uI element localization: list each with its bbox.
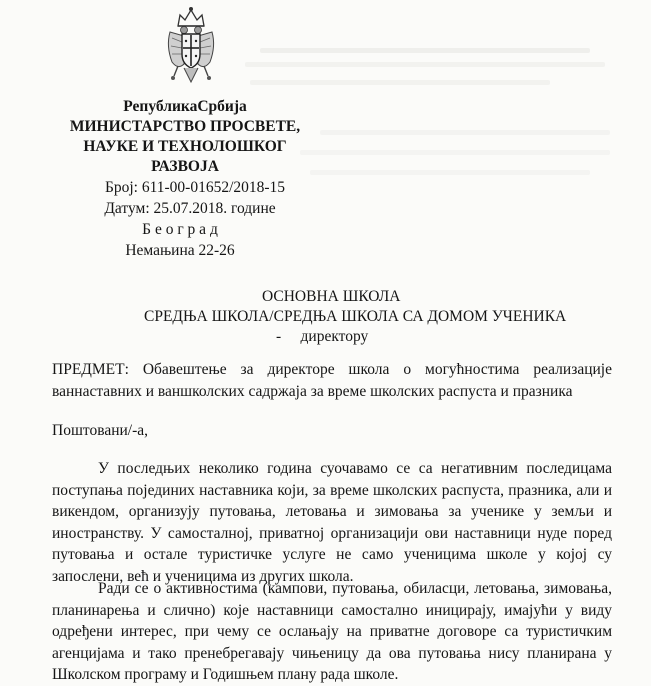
document-number: Број: 611-00-01652/2018-15 [104, 179, 286, 196]
recipient-line: СРЕДЊА ШКОЛА/СРЕДЊА ШКОЛА СА ДОМОМ УЧЕНИКА [144, 308, 567, 325]
document-date: Датум: 25.07.2018. године [104, 200, 276, 217]
country-name: РепубликаСрбија [123, 98, 247, 115]
address: Немањина 22-26 [125, 242, 235, 259]
bleed-through [245, 62, 605, 67]
salutation: Поштовани/-а, [52, 422, 149, 439]
coat-of-arms-icon [164, 6, 218, 88]
recipient-line: - директору [276, 328, 369, 345]
body-paragraph: Ради се о активностима (кампови, путовања, обиласци, летовања, зимовања, планинарења и слично) које наставници самостално иницирају, имајући у виду одређени интерес, при чему се ослањају на приватне договоре са туристичким агенцијама и тако пренебрегавају чињеницу да ова путовања нису планирана у Школском програму и Годишњем плану рада школе. [52, 580, 612, 683]
ministry-name-line: МИНИСТАРСТВО ПРОСВЕТЕ, [69, 118, 301, 135]
ministry-name-line: НАУКЕ И ТЕХНОЛОШКОГ [83, 138, 287, 155]
bleed-through [260, 48, 590, 53]
ministry-name-line: РАЗВОЈА [151, 158, 219, 175]
city: Б е о г р а д [142, 221, 218, 238]
recipient-line: ОСНОВНА ШКОЛА [262, 288, 401, 305]
body-paragraph: У последњих неколико година суочавамо се са негативним последицама поступања појединих наставника који, за време школских распуста, празника, али и викендом, организују путовања, летовања и зимовања за ученике у земљи и иностранству. У самосталној, приватној организацији ови наставници нуде поред путовања и остале туристичке услуге не само ученицима школе у којој су запослени, већ и ученицима из других школа. [52, 460, 612, 585]
bleed-through [250, 80, 550, 85]
subject: ПРЕДМЕТ: Обавештење за директоре школа о могућностима реализације ваннаставних и ваншколских садржаја за време школских распуста и празника [52, 361, 612, 400]
